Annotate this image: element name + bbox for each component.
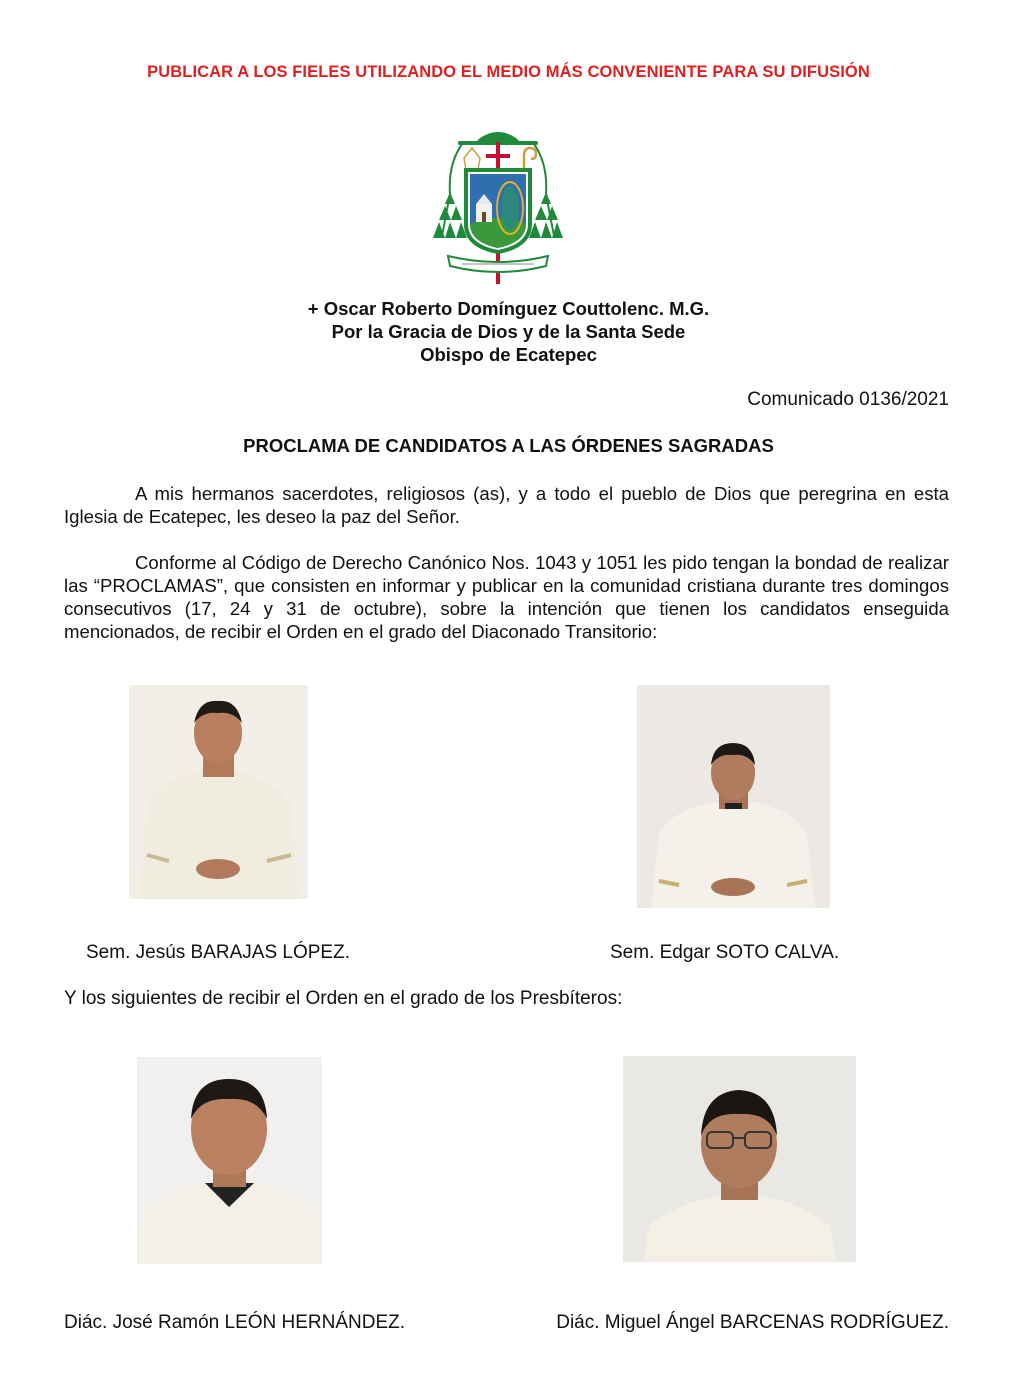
bishop-diocese: Obispo de Ecatepec	[420, 344, 597, 365]
bishop-name: + Oscar Roberto Domínguez Couttolenc. M.G.	[307, 298, 710, 319]
candidate-photo	[623, 1056, 856, 1262]
communique-number: Comunicado 0136/2021	[747, 389, 949, 410]
proclamation-paragraph: Conforme al Código de Derecho Canónico Nos. 1043 y 1051 les pido tengan la bondad de realizar las “PROCLAMAS”, que consisten en informar y publicar en la comunidad cristiana durante tres domingos consecutivos (17, 24 y 31 de octubre), sobre la intención que tienen los candidatos enseguida mencionados, de recibir el Orden en el grado del Diaconado Transitorio:	[64, 552, 949, 642]
bishop-title: Por la Gracia de Dios y de la Santa Sede	[331, 321, 686, 342]
candidate-photo	[637, 685, 830, 908]
candidate-name: Sem. Edgar SOTO CALVA.	[610, 942, 840, 963]
episcopal-coat-of-arms-icon	[428, 124, 568, 284]
candidate-photo	[129, 685, 308, 899]
candidate-name: Sem. Jesús BARAJAS LÓPEZ.	[86, 942, 350, 963]
candidate-name: Diác. Miguel Ángel BARCENAS RODRÍGUEZ.	[556, 1312, 949, 1333]
greeting-paragraph: A mis hermanos sacerdotes, religiosos (as), y a todo el pueblo de Dios que peregrina en esta Iglesia de Ecatepec, les deseo la paz del Señor.	[64, 483, 949, 527]
candidate-photo	[137, 1057, 322, 1264]
bishop-signature-block	[0, 297, 1017, 366]
presbyter-intro: Y los siguientes de recibir el Orden en el grado de los Presbíteros:	[64, 988, 623, 1009]
candidate-name: Diác. José Ramón LEÓN HERNÁNDEZ.	[64, 1312, 406, 1333]
publication-notice: PUBLICAR A LOS FIELES UTILIZANDO EL MEDIO MÁS CONVENIENTE PARA SU DIFUSIÓN	[147, 63, 870, 81]
document-heading: PROCLAMA DE CANDIDATOS A LAS ÓRDENES SAGRADAS	[243, 435, 774, 456]
